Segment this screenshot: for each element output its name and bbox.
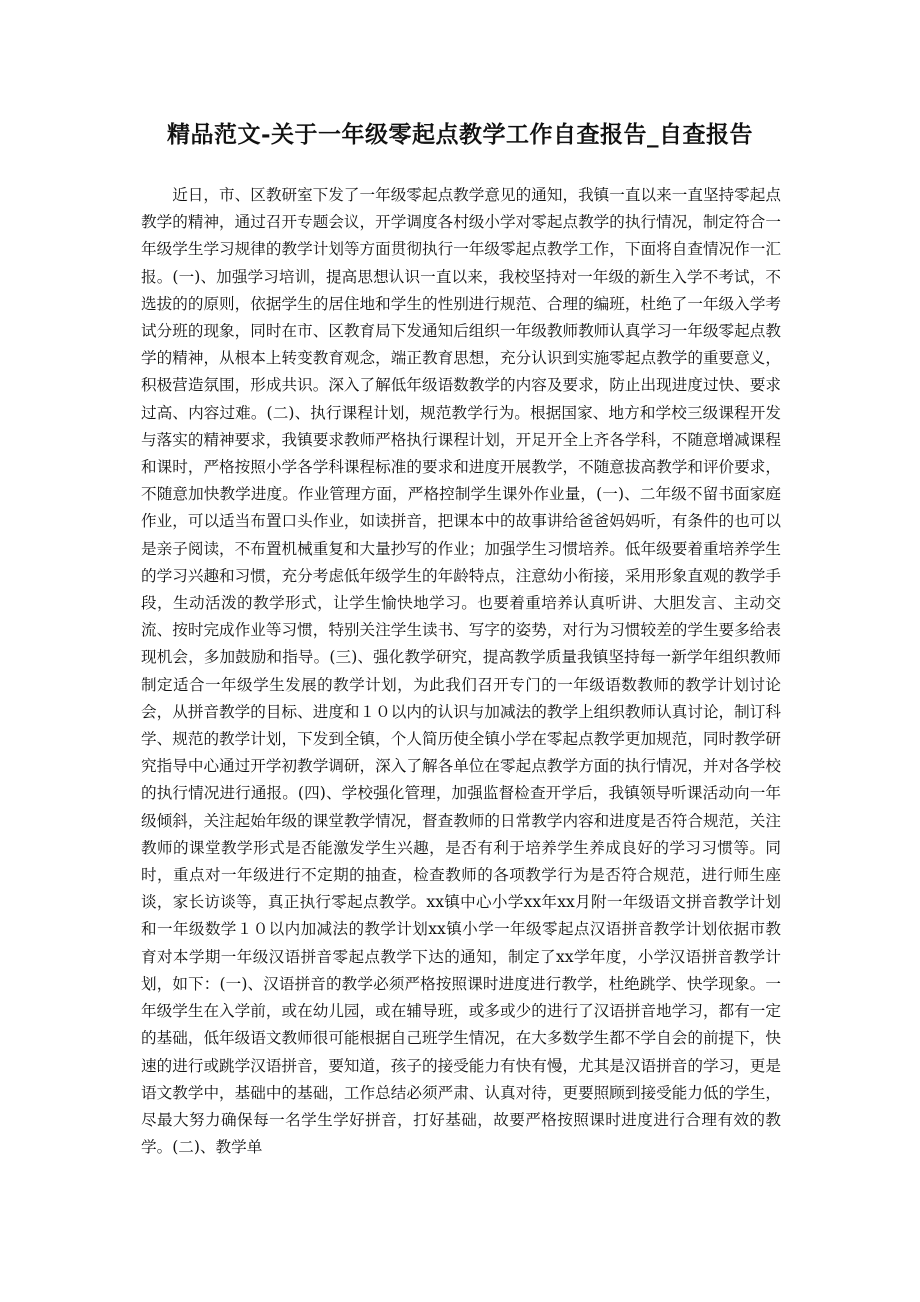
document-body-paragraph: 近日，市、区教研室下发了一年级零起点教学意见的通知，我镇一直以来一直坚持零起点教学的精神，通过召开专题会议，开学调度各村级小学对零起点教学的执行情况，制定符合一年级学生学习规律的教学计划等方面贯彻执行一年级零起点教学工作，下面将自查情况作一汇报。(一)、加强学习培训，提高思想认识一直以来，我校坚持对一年级的新生入学不考试，不选拔的的原则，依据学生的居住地和学生的性别进行规范、合理的编班，杜绝了一年级入学考试分班的现象，同时在市、区教育局下发通知后组织一年级教师教师认真学习一年级零起点教学的精神，从根本上转变教育观念，端正教育思想，充分认识到实施零起点教学的重要意义，积极营造氛围，形成共识。深入了解低年级语数教学的内容及要求，防止出现进度过快、要求过高、内容过难。(二)、执行课程计划，规范教学行为。根据国家、地方和学校三级课程开发与落实的精神要求，我镇要求教师严格执行课程计划，开足开全上齐各学科，不随意增减课程和课时，严格按照小学各学科课程标准的要求和进度开展教学，不随意拔高教学和评价要求，不随意加快教学进度。作业管理方面，严格控制学生课外作业量，(一)、二年级不留书面家庭作业，可以适当布置口头作业，如读拼音，把课本中的故事讲给爸爸妈妈听，有条件的也可以是亲子阅读，不布置机械重复和大量抄写的作业；加强学生习惯培养。低年级要着重培养学生的学习兴趣和习惯，充分考虑低年级学生的年龄特点，注意幼小衔接，采用形象直观的教学手段，生动活泼的教学形式，让学生愉快地学习。也要着重培养认真听讲、大胆发言、主动交流、按时完成作业等习惯，特别关注学生读书、写字的姿势，对行为习惯较差的学生要多给表现机会，多加鼓励和指导。(三)、强化教学研究，提高教学质量我镇坚持每一新学年组织教师制定适合一年级学生发展的教学计划，为此我们召开专门的一年级语数教师的教学计划讨论会，从拼音教学的目标、进度和１０以内的认识与加减法的教学上组织教师认真讨论，制订科学、规范的教学计划，下发到全镇，个人简历使全镇小学在零起点教学更加规范，同时教学研究指导中心通过开学初教学调研，深入了解各单位在零起点教学方面的执行情况，并对各学校的执行情况进行通报。(四)、学校强化管理，加强监督检查开学后，我镇领导听课活动向一年级倾斜，关注起始年级的课堂教学情况，督查教师的日常教学内容和进度是否符合规范，关注教师的课堂教学形式是否能激发学生兴趣，是否有利于培养学生养成良好的学习习惯等。同时，重点对一年级进行不定期的抽查，检查教师的各项教学行为是否符合规范，进行师生座谈，家长访谈等，真正执行零起点教学。xx镇中心小学xx年xx月附一年级语文拼音教学计划和一年级数学１０以内加减法的教学计划xx镇小学一年级零起点汉语拼音教学计划依据市教育对本学期一年级汉语拼音零起点教学下达的通知，制定了xx学年度，小学汉语拼音教学计划，如下：(一)、汉语拼音的教学必须严格按照课时进度进行教学，杜绝跳学、快学现象。一年级学生在入学前，或在幼儿园，或在辅导班，或多或少的进行了汉语拼音地学习，都有一定的基础，低年级语文教师很可能根据自己班学生情况，在大多数学生都不学自会的前提下，快速的进行或跳学汉语拼音，要知道，孩子的接受能力有快有慢，尤其是汉语拼音的学习，更是语文教学中，基础中的基础，工作总结必须严肃、认真对待，更要照顾到接受能力低的学生，尽最大努力确保每一名学生学好拼音，打好基础，故要严格按照课时进度进行合理有效的教学。(二)、教学单 [141, 186, 781, 1157]
document-title: 精品范文-关于一年级零起点教学工作自查报告_自查报告 [166, 121, 754, 148]
